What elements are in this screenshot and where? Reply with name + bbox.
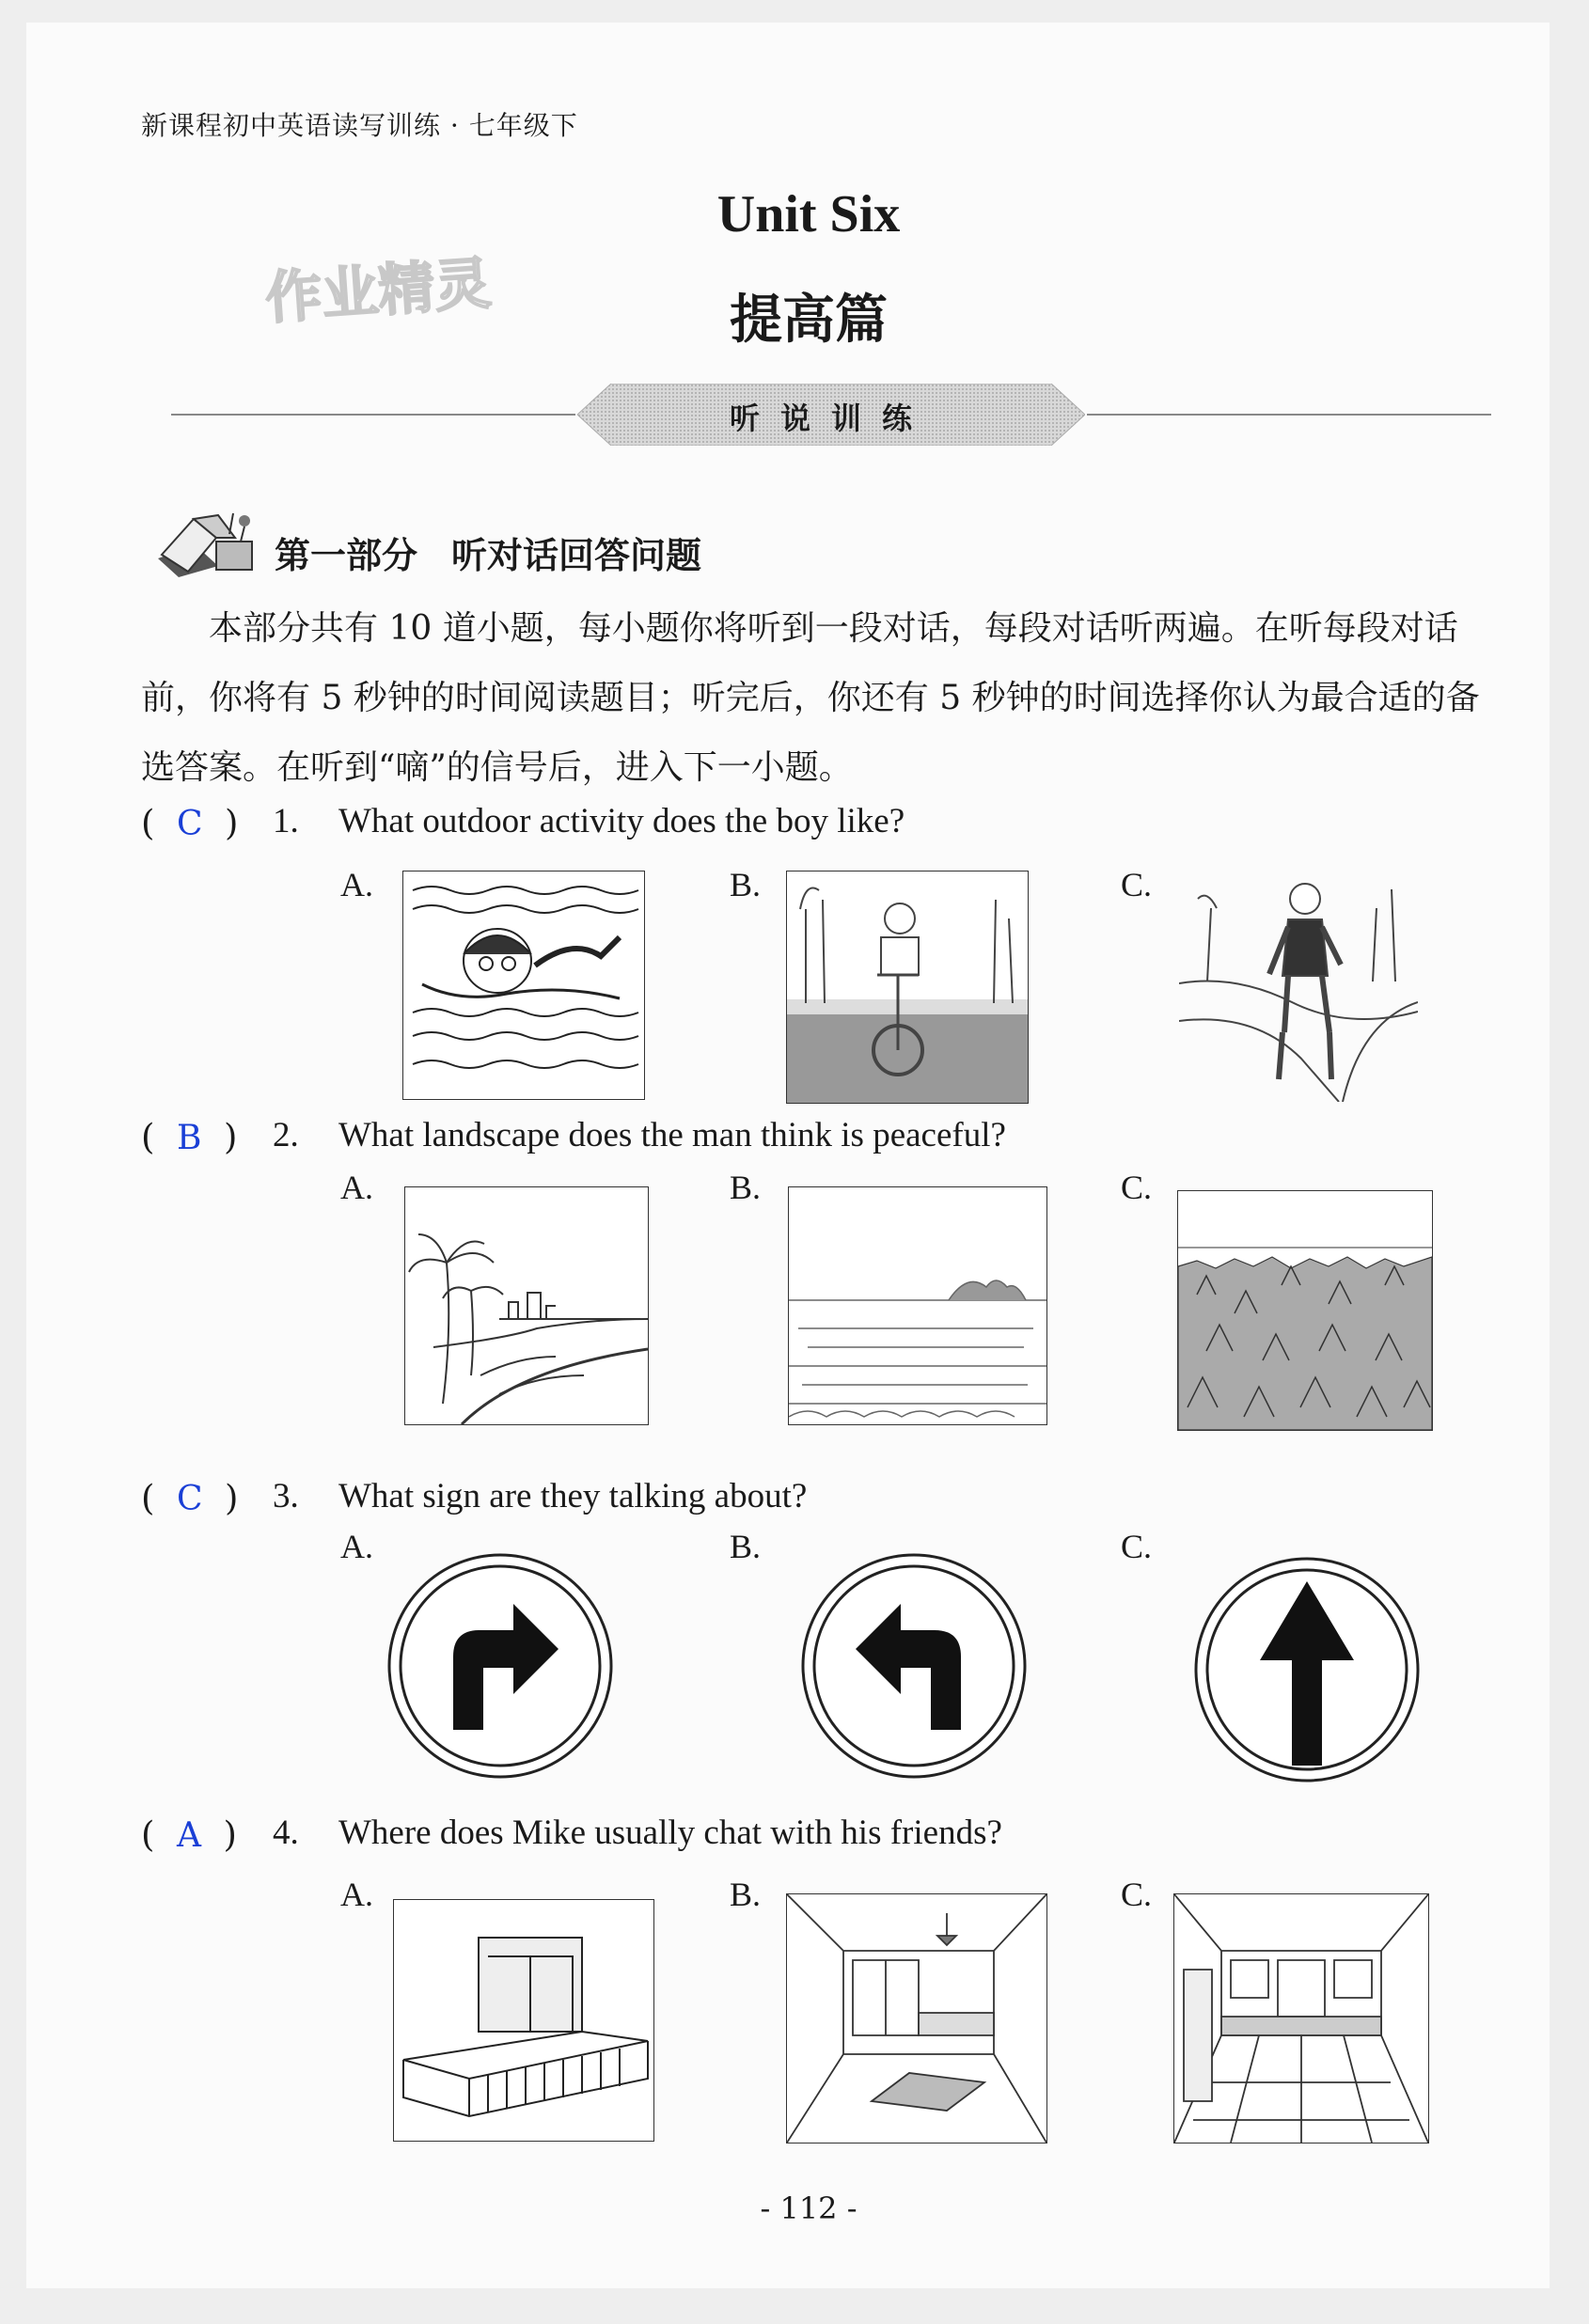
q4-option-c-label: C. (1121, 1876, 1153, 1913)
question-2-text: What landscape does the man think is peaceful? (338, 1116, 1006, 1154)
lake-picture[interactable] (788, 1186, 1047, 1425)
q3-option-b-label: B. (730, 1528, 762, 1565)
question-4-text: Where does Mike usually chat with his friends? (338, 1814, 1002, 1852)
question-4-answer: A (176, 1816, 201, 1855)
book-headphones-icon (150, 500, 265, 579)
question-2-answer-slot: ( B ) (141, 1117, 238, 1157)
running-picture[interactable] (1179, 871, 1418, 1102)
book-header: 新课程初中英语读写训练 · 七年级下 (141, 110, 578, 141)
unit-title: Unit Six (716, 185, 901, 243)
question-3-text: What sign are they talking about? (338, 1477, 808, 1515)
beach-picture[interactable] (404, 1186, 649, 1425)
q1-option-c-label: C. (1121, 866, 1153, 903)
question-2-answer: B (176, 1119, 202, 1157)
q3-option-a-label: A. (340, 1528, 373, 1565)
cycling-picture[interactable] (786, 871, 1029, 1104)
q3-option-c-label: C. (1121, 1528, 1153, 1565)
q4-option-b-label: B. (730, 1876, 762, 1913)
turn-right-sign-icon[interactable] (385, 1551, 615, 1781)
watermark-logo: 作业精灵 (263, 250, 494, 333)
kitchen-picture[interactable] (1173, 1893, 1429, 2143)
question-3-answer-slot: ( C ) (141, 1478, 239, 1518)
question-1-text: What outdoor activity does the boy like? (338, 802, 905, 840)
question-1-answer: C (176, 805, 203, 843)
question-1-number: 1. (273, 802, 299, 840)
straight-ahead-sign-icon[interactable] (1192, 1555, 1422, 1784)
q2-option-c-label: C. (1121, 1169, 1153, 1206)
question-4-answer-slot: ( A ) (141, 1814, 237, 1855)
question-3-number: 3. (273, 1477, 299, 1515)
banner-rule-left (171, 414, 575, 416)
question-2-number: 2. (273, 1116, 299, 1154)
part-title (275, 526, 701, 578)
swimming-picture[interactable] (402, 871, 645, 1100)
instructions-text: 本部分共有 10 道小题，每小题你将听到一段对话，每段对话听两遍。在听每段对话前，你将有 5 秒钟的时间阅读题目；听完后，你还有 5 秒钟的时间选择你认为最合适的备选答案。在听到“嘀”的信号后，进入下一小题。 (141, 609, 1480, 787)
unit-subtitle: 提高篇 (730, 290, 888, 351)
banner-label: 听说训练 (729, 400, 933, 436)
q1-option-a-label: A. (340, 866, 373, 903)
banner-rule-right (1087, 414, 1491, 416)
q1-option-b-label: B. (730, 866, 762, 903)
living-room-picture[interactable] (786, 1893, 1047, 2143)
question-3-answer: C (176, 1480, 203, 1518)
balcony-picture[interactable] (393, 1899, 654, 2142)
question-1-answer-slot: ( C ) (141, 803, 239, 843)
part-label: 第一部分 (275, 535, 418, 576)
forest-picture[interactable] (1177, 1190, 1433, 1431)
question-4-number: 4. (273, 1814, 299, 1852)
page-number: - 112 - (760, 2191, 857, 2226)
q2-option-b-label: B. (730, 1169, 762, 1206)
q4-option-a-label: A. (340, 1876, 373, 1913)
instructions (141, 594, 1504, 803)
part-subtitle: 听对话回答问题 (451, 535, 702, 576)
q2-option-a-label: A. (340, 1169, 373, 1206)
turn-left-sign-icon[interactable] (799, 1551, 1029, 1781)
